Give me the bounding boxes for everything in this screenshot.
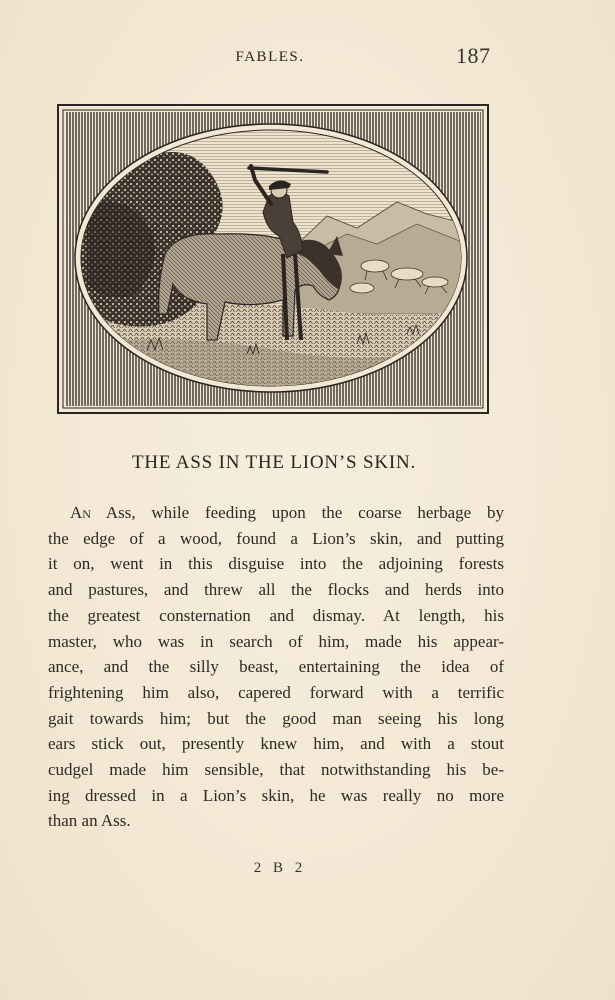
text-line-2: the edge of a wood, found a Lion’s skin, and putting — [48, 528, 504, 548]
woodcut-ass-in-lions-skin-icon — [57, 104, 489, 414]
woodcut-illustration — [57, 104, 489, 414]
text-line-10: ears stick out, presently knew him, and with a stout — [48, 734, 504, 754]
page-number: 187 — [456, 43, 491, 68]
text-line-8: frightening him also, capered forward with a terrific — [48, 682, 504, 702]
text-line-13: than an Ass. — [48, 811, 131, 831]
text-line-9: gait towards him; but the good man seeing his long — [48, 708, 504, 728]
opening-word: An — [70, 503, 91, 522]
running-head — [0, 43, 615, 71]
fable-text — [48, 500, 504, 834]
running-title: FABLES. — [235, 49, 305, 65]
text-line-7: ance, and the silly beast, entertaining the idea of — [48, 657, 504, 677]
text-line-12: ing dressed in a Lion’s skin, he was really no more — [48, 785, 504, 805]
text-line-11: cudgel made him sensible, that notwithstanding his be- — [48, 760, 504, 780]
text-line-3: it on, went in this disguise into the adjoining forests — [48, 554, 504, 574]
text-line-6: master, who was in search of him, made his appear- — [48, 631, 504, 651]
signature-mark: 2 B 2 — [253, 860, 307, 876]
fable-title: THE ASS IN THE LION’S SKIN. — [131, 452, 417, 473]
text-line-1 — [48, 500, 504, 526]
text-line-5: the greatest consternation and dismay. At length, his — [48, 605, 504, 625]
text-line-4: and pastures, and threw all the flocks and herds into — [48, 580, 504, 600]
text-line-1-rest: Ass, while feeding upon the coarse herbage by — [90, 503, 504, 522]
